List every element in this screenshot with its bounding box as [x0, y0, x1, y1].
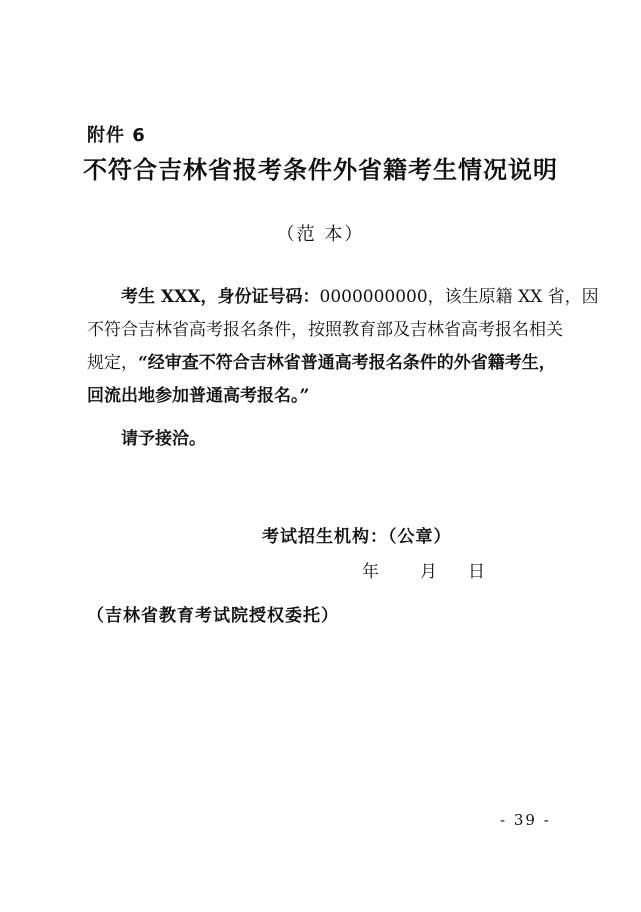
paragraph-line-2: 不符合吉林省高考报名条件，按照教育部及吉林省高考报名相关 [87, 320, 563, 340]
issuing-organization: 考试招生机构：（公章） [262, 527, 452, 547]
date-day: 日 [468, 562, 485, 582]
date-line [362, 557, 485, 582]
authorization-note: （吉林省教育考试院授权委托） [87, 606, 339, 626]
paragraph-line-1 [87, 281, 599, 314]
main-paragraph [87, 281, 599, 413]
candidate-id-label: 考生 XXX，身份证号码： [121, 287, 320, 307]
paragraph-line-3 [87, 347, 557, 380]
regulation-quote: “经审查不符合吉林省普通高考报名条件的外省籍考生， [138, 353, 556, 373]
candidate-id-value: 0000000000，该生原籍 XX 省，因 [319, 287, 599, 307]
date-year: 年 [362, 562, 379, 582]
regulation-prefix: 规定， [87, 353, 138, 373]
document-title: 不符合吉林省报考条件外省籍考生情况说明 [83, 156, 558, 184]
page-number: - 39 - [500, 811, 551, 829]
attachment-label: 附件 6 [87, 125, 146, 146]
date-month: 月 [420, 562, 437, 582]
closing-paragraph: 请予接洽。 [121, 429, 206, 449]
paragraph-line-4: 回流出地参加普通高考报名。” [87, 386, 310, 406]
sample-label: （范 本） [276, 224, 365, 245]
